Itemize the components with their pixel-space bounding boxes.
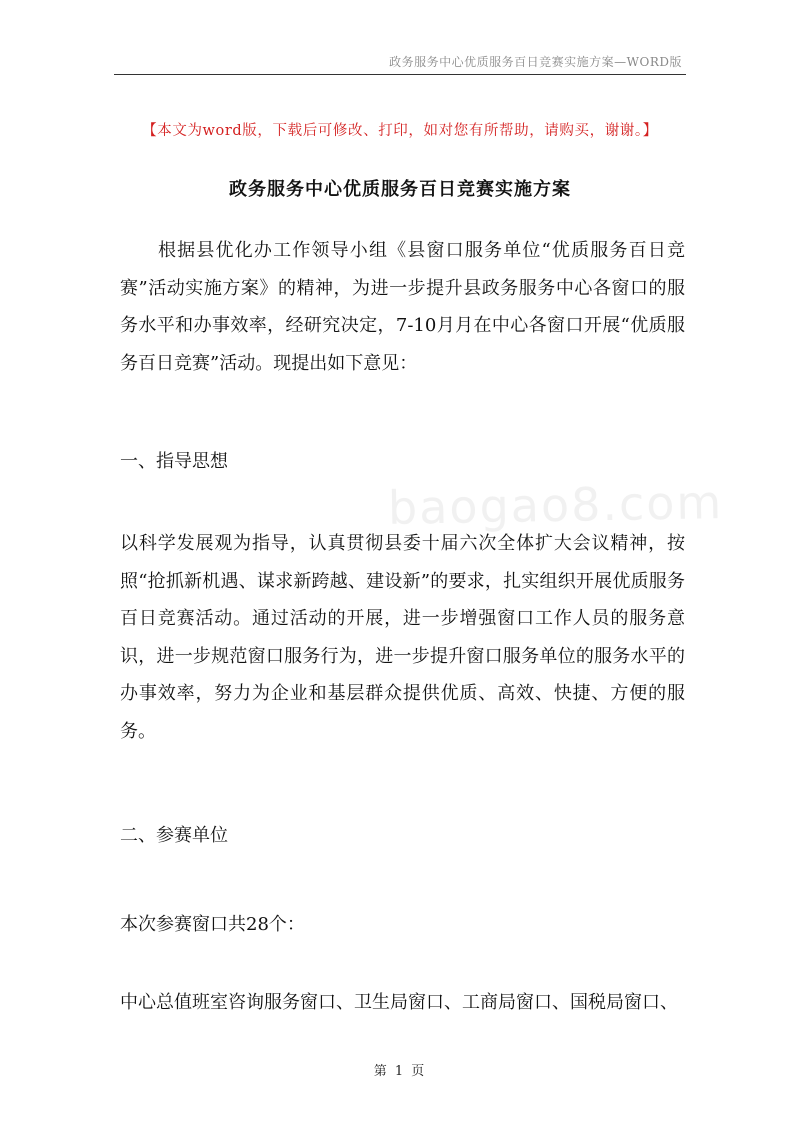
intro-paragraph: 根据县优化办工作领导小组《县窗口服务单位“优质服务百日竞赛”活动实施方案》的精神，为进一步提升县政务服务中心各窗口的服务水平和办事效率，经研究决定，7-10月月在中心各窗口开展“优质服务百日竞赛”活动。现提出如下意见： bbox=[120, 240, 685, 374]
document-title: 政务服务中心优质服务百日竞赛实施方案 bbox=[229, 179, 571, 200]
page-number: 第 1 页 bbox=[373, 1064, 427, 1079]
section-heading-participants: 二、参赛单位 bbox=[120, 825, 228, 846]
running-header: 政务服务中心优质服务百日竞赛实施方案—WORD版 bbox=[389, 55, 682, 69]
section-heading-guiding-ideology: 一、指导思想 bbox=[120, 451, 228, 472]
purchase-notice: 【本文为word版，下载后可修改、打印，如对您有所帮助，请购买，谢谢。】 bbox=[142, 123, 658, 139]
guiding-ideology-paragraph: 以科学发展观为指导，认真贯彻县委十届六次全体扩大会议精神，按照“抢抓新机遇、谋求新跨越、建设新”的要求，扎实组织开展优质服务百日竞赛活动。通过活动的开展，进一步增强窗口工作人员的服务意识，进一步规范窗口服务行为，进一步提升窗口服务单位的服务水平的办事效率，努力为企业和基层群众提供优质、高效、快捷、方便的服务。 bbox=[120, 533, 685, 742]
participants-list-paragraph: 中心总值班室咨询服务窗口、卫生局窗口、工商局窗口、国税局窗口、 bbox=[120, 992, 678, 1013]
watermark: baogao8.com bbox=[387, 475, 724, 535]
header-divider bbox=[114, 74, 686, 75]
participants-count-paragraph: 本次参赛窗口共28个： bbox=[120, 914, 305, 935]
